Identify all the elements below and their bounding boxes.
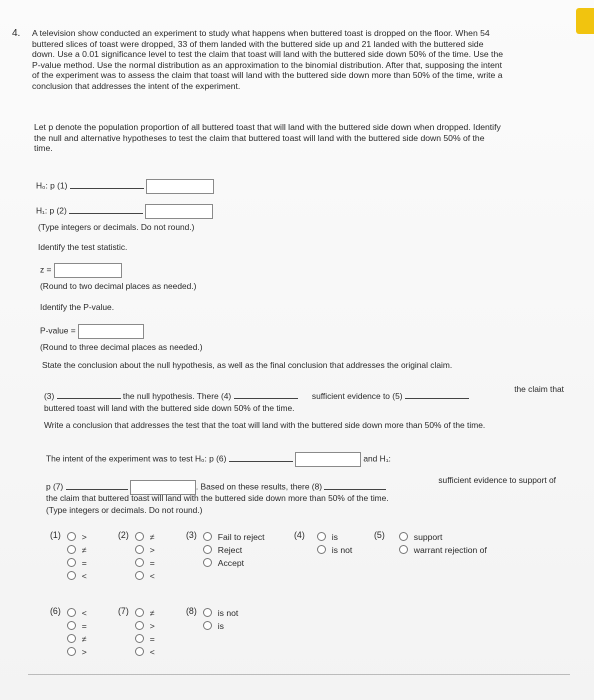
pvalue-note: (Round to three decimal places as needed.): [40, 342, 203, 352]
radio-button[interactable]: [67, 647, 76, 656]
option-7-b[interactable]: >: [135, 619, 155, 632]
h0-value-input[interactable]: [146, 179, 214, 194]
bookmark-tab[interactable]: [576, 8, 594, 34]
radio-button[interactable]: [67, 608, 76, 617]
instruction-line: time.: [34, 143, 53, 154]
option-6-d[interactable]: >: [67, 645, 87, 658]
group-6-label: (6): [50, 606, 61, 616]
statistic-note: (Round to two decimal places as needed.): [40, 281, 197, 291]
blank-4[interactable]: [234, 390, 298, 399]
problem-line: conclusion that addresses the intent of the experiment.: [32, 80, 241, 91]
option-6-c[interactable]: ≠: [67, 632, 87, 645]
radio-button[interactable]: [399, 545, 408, 554]
radio-button[interactable]: [67, 634, 76, 643]
group-8-label: (8): [186, 606, 197, 616]
pvalue-row: [40, 324, 144, 339]
option-7-d[interactable]: <: [135, 645, 155, 658]
group-1-label: (1): [50, 530, 61, 540]
conclusion-row: [44, 384, 564, 402]
bottom-divider: [28, 674, 570, 675]
option-group-1: [50, 530, 87, 582]
z-row: [40, 263, 122, 278]
second-note: (Type integers or decimals. Do not round.): [46, 505, 203, 515]
radio-button[interactable]: [203, 608, 212, 617]
radio-button[interactable]: [203, 558, 212, 567]
h0-label: H₀: p (1): [36, 180, 68, 191]
intent-text: The intent of the experiment was to test H₀: p (6): [46, 453, 227, 464]
blank-8[interactable]: [324, 481, 386, 490]
radio-button[interactable]: [203, 545, 212, 554]
h0-row: [36, 179, 214, 194]
blank-3-label: (3): [44, 391, 55, 401]
option-1-c[interactable]: =: [67, 556, 87, 569]
option-6-b[interactable]: =: [67, 619, 87, 632]
problem-line: down. Use a 0.01 significance level to test the claim that toast will land with the buttered side down 50% of the time. Use the: [32, 49, 504, 60]
option-5-warrant-rejection[interactable]: warrant rejection of: [399, 543, 487, 556]
option-2-c[interactable]: =: [135, 556, 155, 569]
option-1-d[interactable]: <: [67, 569, 87, 582]
option-3-reject[interactable]: Reject: [203, 543, 265, 556]
group-3-label: (3): [186, 530, 197, 540]
based-text: . Based on these results, there (8): [195, 481, 323, 492]
blank-7[interactable]: [66, 481, 128, 490]
pvalue-label: P-value =: [40, 325, 76, 336]
radio-button[interactable]: [399, 532, 408, 541]
option-group-5: [374, 530, 487, 556]
conclusion-text-d: buttered toast will land with the buttered side down 50% of the time.: [44, 403, 295, 413]
problem-line: of the experiment was to assess the claim that toast will land with the buttered side down more than 50% of the time, write a: [32, 70, 503, 81]
problem-line: buttered slices of toast were dropped, 33 of them landed with the buttered side up and 21 landed with the buttered side: [32, 38, 484, 49]
hypotheses-note: (Type integers or decimals. Do not round.): [38, 222, 195, 232]
and-h1-text: and H₁:: [363, 453, 391, 464]
conclusion-text-c: the claim that: [514, 384, 564, 394]
radio-button[interactable]: [67, 621, 76, 630]
statistic-prompt: Identify the test statistic.: [38, 242, 128, 252]
radio-button[interactable]: [317, 545, 326, 554]
group-4-label: (4): [294, 530, 305, 540]
option-1-a[interactable]: >: [67, 530, 87, 543]
option-3-fail-to-reject[interactable]: Fail to reject: [203, 530, 265, 543]
conclusion-text-b: sufficient evidence to (5): [311, 391, 403, 401]
h1-label: H₁: p (2): [36, 205, 67, 216]
radio-button[interactable]: [67, 571, 76, 580]
group-5-label: (5): [374, 530, 385, 540]
option-group-3: [186, 530, 265, 569]
h1-operator-blank[interactable]: [69, 205, 143, 214]
pvalue-input[interactable]: [78, 324, 144, 339]
option-6-a[interactable]: <: [67, 606, 87, 619]
problem-line: A television show conducted an experiment to study what happens when buttered toast is dropped on the floor. When 54: [32, 28, 490, 38]
blank-5[interactable]: [405, 390, 469, 399]
h1-row: [36, 204, 213, 219]
group-7-label: (7): [118, 606, 129, 616]
instruction-line: the null and alternative hypotheses to test the claim that buttered toast will land with the buttered side down 50% of the: [34, 132, 485, 143]
problem-line: P-value method. Use the normal distribution as an approximation to the binomial distribution. After that, supposing the intent: [32, 59, 503, 70]
instruction-line: Let p denote the population proportion of all buttered toast that will land with the buttered side down when dropped. Identify: [34, 122, 501, 132]
radio-button[interactable]: [135, 571, 144, 580]
option-1-b[interactable]: ≠: [67, 543, 87, 556]
radio-button[interactable]: [135, 647, 144, 656]
z-input[interactable]: [54, 263, 122, 278]
option-group-7: [118, 606, 155, 658]
radio-button[interactable]: [203, 532, 212, 541]
claim-text: the claim that buttered toast will land with the buttered side down more than 50% of the time.: [46, 493, 389, 503]
option-4-is[interactable]: is: [317, 530, 353, 543]
instruction-text: [34, 122, 559, 154]
option-3-accept[interactable]: Accept: [203, 556, 265, 569]
option-2-b[interactable]: >: [135, 543, 155, 556]
radio-button[interactable]: [135, 532, 144, 541]
second-prompt: Write a conclusion that addresses the test that the toat will land with the buttered side down more than 50% of the time.: [44, 420, 486, 430]
option-2-a[interactable]: ≠: [135, 530, 155, 543]
option-group-8: [186, 606, 238, 632]
option-7-c[interactable]: =: [135, 632, 155, 645]
radio-button[interactable]: [135, 558, 144, 567]
radio-button[interactable]: [135, 634, 144, 643]
h1-value-input[interactable]: [145, 204, 213, 219]
conclusion-prompt: State the conclusion about the null hypothesis, as well as the final conclusion that addresses the original claim.: [42, 360, 453, 370]
conclusion-text-a: the null hypothesis. There (4): [122, 391, 232, 401]
option-group-2: [118, 530, 155, 582]
radio-button[interactable]: [317, 532, 326, 541]
radio-button[interactable]: [67, 558, 76, 567]
blank-3[interactable]: [57, 390, 121, 399]
problem-text: [32, 28, 567, 92]
group-2-label: (2): [118, 530, 129, 540]
intent-row: [46, 452, 391, 467]
h0-intent-value-input[interactable]: [295, 452, 361, 467]
radio-button[interactable]: [67, 545, 76, 554]
h0-operator-blank[interactable]: [70, 180, 144, 189]
sufficient-text: sufficient evidence to support of: [438, 475, 556, 485]
radio-button[interactable]: [135, 621, 144, 630]
option-8-is[interactable]: is: [203, 619, 239, 632]
blank-6[interactable]: [229, 453, 293, 462]
radio-button[interactable]: [203, 621, 212, 630]
radio-button[interactable]: [135, 608, 144, 617]
p7-label: p (7): [46, 481, 64, 492]
option-5-support[interactable]: support: [399, 530, 487, 543]
pvalue-prompt: Identify the P-value.: [40, 302, 115, 312]
radio-button[interactable]: [67, 532, 76, 541]
option-4-is-not[interactable]: is not: [317, 543, 353, 556]
radio-button[interactable]: [135, 545, 144, 554]
option-2-d[interactable]: <: [135, 569, 155, 582]
option-7-a[interactable]: ≠: [135, 606, 155, 619]
option-group-4: [294, 530, 352, 556]
option-8-is-not[interactable]: is not: [203, 606, 239, 619]
question-number: 4.: [12, 28, 21, 39]
z-label: z =: [40, 264, 52, 275]
option-group-6: [50, 606, 87, 658]
